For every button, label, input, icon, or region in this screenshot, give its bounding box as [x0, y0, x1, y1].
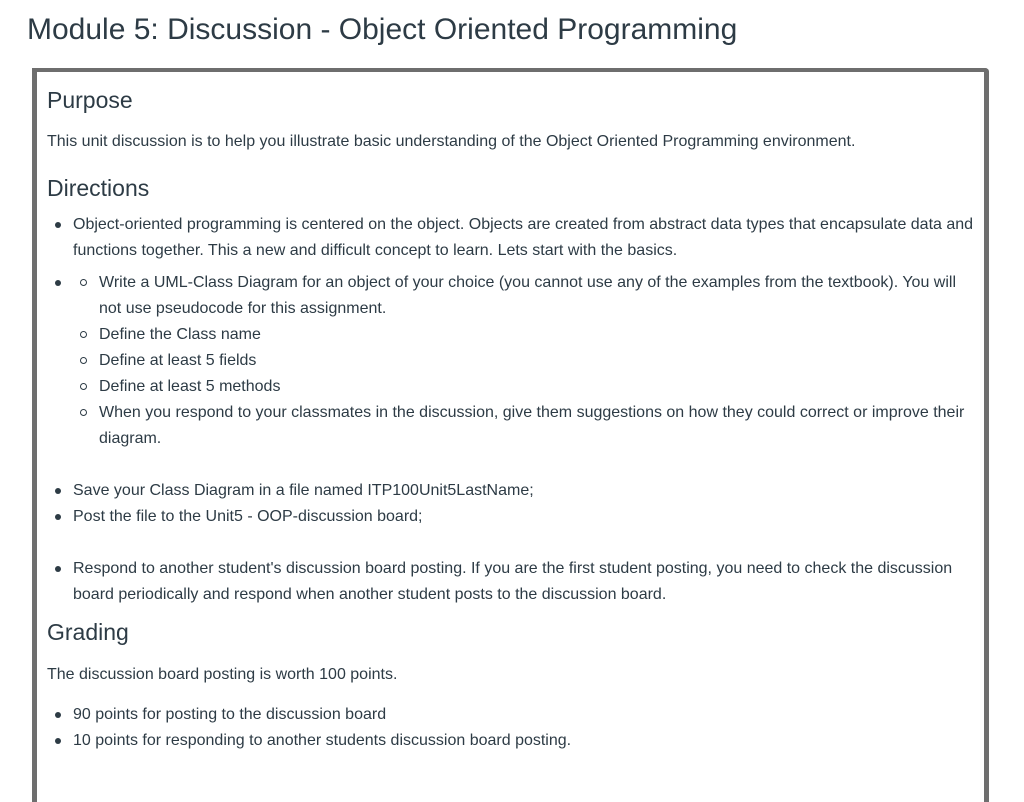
grading-heading: Grading: [47, 619, 129, 645]
directions-nested-list: [47, 270, 977, 452]
directions-heading: Directions: [47, 175, 150, 201]
sub-list-item: Define the Class name: [73, 322, 977, 348]
content-box: [32, 68, 989, 802]
grading-list: [47, 702, 977, 754]
sub-list-item: Define at least 5 methods: [73, 374, 977, 400]
directions-submit-list: [47, 478, 977, 530]
list-item: Object-oriented programming is centered on the object. Objects are created from abstract data types that encapsulate data and functions together. This a new and difficult concept to learn. Lets start with the basics.: [47, 212, 977, 264]
sub-list-item: Define at least 5 fields: [73, 348, 977, 374]
list-item: Post the file to the Unit5 - OOP-discussion board;: [47, 504, 977, 530]
list-item: Save your Class Diagram in a file named ITP100Unit5LastName;: [47, 478, 977, 504]
grading-text: The discussion board posting is worth 100 points.: [47, 666, 398, 683]
list-item: Respond to another student's discussion board posting. If you are the first student posting, you need to check the discussion board periodically and respond when another student posts to the discussion board.: [47, 556, 977, 608]
directions-intro-list: [47, 212, 977, 264]
purpose-text: This unit discussion is to help you illustrate basic understanding of the Object Oriented Programming environment.: [47, 133, 856, 150]
list-item: [47, 270, 977, 452]
sub-list-item: When you respond to your classmates in the discussion, give them suggestions on how they could correct or improve their diagram.: [73, 400, 977, 452]
directions-respond-list: [47, 556, 977, 608]
purpose-heading: Purpose: [47, 87, 133, 113]
directions-sub-list: [73, 270, 977, 452]
list-item: 10 points for responding to another students discussion board posting.: [47, 728, 977, 754]
sub-list-item: Write a UML-Class Diagram for an object of your choice (you cannot use any of the examples from the textbook). You will not use pseudocode for this assignment.: [73, 270, 977, 322]
page-title: Module 5: Discussion - Object Oriented Programming: [27, 13, 738, 46]
list-item: 90 points for posting to the discussion board: [47, 702, 977, 728]
